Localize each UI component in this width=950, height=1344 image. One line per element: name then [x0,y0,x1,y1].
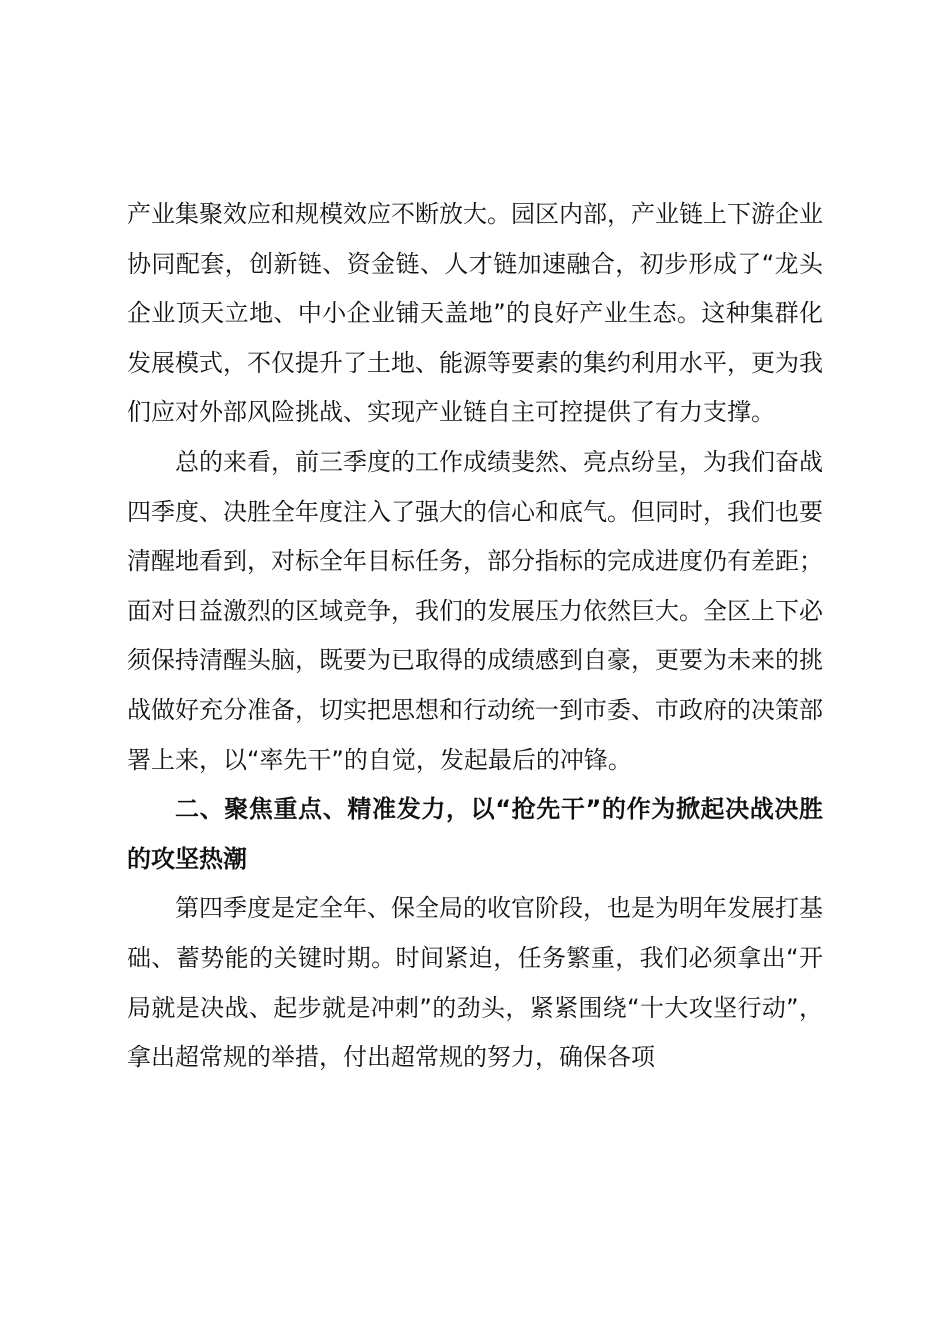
paragraph-continuation: 产业集聚效应和规模效应不断放大。园区内部，产业链上下游企业协同配套，创新链、资金链、人才链加速融合，初步形成了“龙头企业顶天立地、中小企业铺天盖地”的良好产业生态。这种集群化发展模式，不仅提升了土地、能源等要素的集约利用水平，更为我们应对外部风险挑战、实现产业链自主可控提供了有力支撑。 [127,200,823,427]
paragraph-summary: 总的来看，前三季度的工作成绩斐然、亮点纷呈，为我们奋战四季度、决胜全年度注入了强大的信心和底气。但同时，我们也要清醒地看到，对标全年目标任务，部分指标的完成进度仍有差距；面对日益激烈的区域竞争，我们的发展压力依然巨大。全区上下必须保持清醒头脑，既要为已取得的成绩感到自豪，更要为未来的挑战做好充分准备，切实把思想和行动统一到市委、市政府的决策部署上来，以“率先干”的自觉，发起最后的冲锋。 [127,447,823,774]
paragraph-fourth-quarter: 第四季度是定全年、保全局的收官阶段，也是为明年发展打基础、蓄势能的关键时期。时间紧迫，任务繁重，我们必须拿出“开局就是决战、起步就是冲刺”的劲头，紧紧围绕“十大攻坚行动”，拿出超常规的举措，付出超常规的努力，确保各项 [127,894,823,1072]
section-heading: 二、聚焦重点、精准发力，以“抢先干”的作为掀起决战决胜的攻坚热潮 [127,795,823,873]
document-body [127,190,823,1083]
